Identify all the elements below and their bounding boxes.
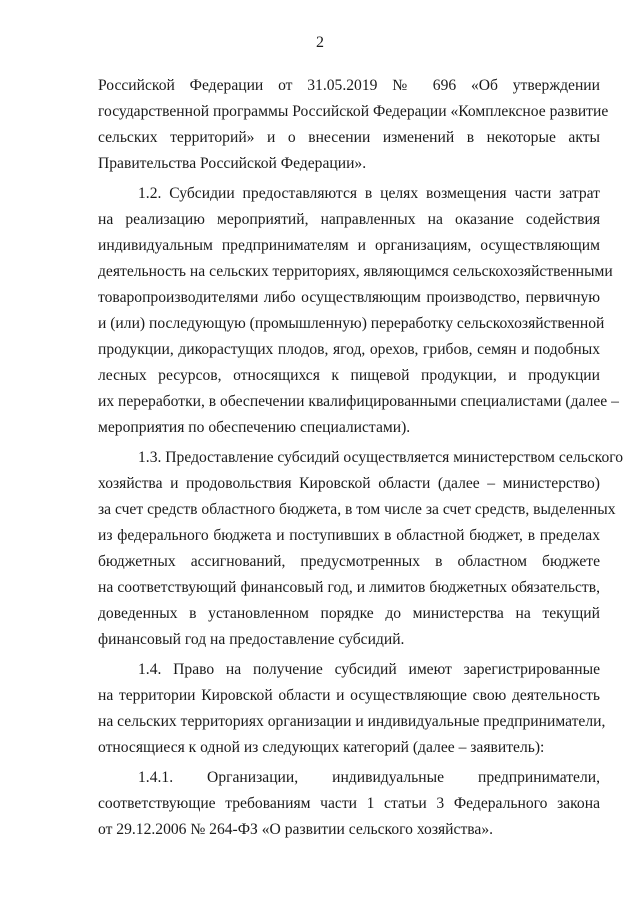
text-line: 1.3. Предоставление субсидий осуществляется министерством сельского bbox=[138, 449, 624, 466]
text-line: за счет средств областного бюджета, в том числе за счет средств, выделенных bbox=[98, 501, 616, 518]
text-line: относящиеся к одной из следующих категорий (далее – заявитель): bbox=[98, 739, 545, 756]
text-line: хозяйства и продовольствия Кировской области (далее – министерство) bbox=[98, 475, 600, 492]
text-line: соответствующие требованиям части 1 статьи 3 Федерального закона bbox=[98, 795, 600, 812]
text-line: государственной программы Российской Федерации «Комплексное развитие bbox=[98, 103, 609, 120]
document-body bbox=[98, 73, 624, 843]
text-line: деятельность на сельских территориях, являющимся сельскохозяйственными bbox=[98, 263, 613, 280]
text-line: 1.2. Субсидии предоставляются в целях возмещения части затрат bbox=[138, 185, 600, 202]
text-line: из федерального бюджета и поступивших в областной бюджет, в пределах bbox=[98, 527, 600, 544]
text-line: лесных ресурсов, относящихся к пищевой продукции, и продукции bbox=[98, 367, 600, 384]
paragraph-p0 bbox=[98, 73, 609, 177]
text-line: Российской Федерации от 31.05.2019 № 696 «Об утверждении bbox=[98, 77, 600, 94]
text-line: индивидуальным предпринимателям и организациям, осуществляющим bbox=[98, 237, 600, 254]
text-line: на реализацию мероприятий, направленных на оказание содействия bbox=[98, 211, 600, 228]
text-line: бюджетных ассигнований, предусмотренных в областном бюджете bbox=[98, 553, 600, 570]
text-line: их переработки, в обеспечении квалифицированными специалистами (далее – bbox=[98, 393, 619, 410]
text-line: товаропроизводителями либо осуществляющим производство, первичную bbox=[98, 289, 600, 306]
page-number: 2 bbox=[316, 34, 324, 51]
text-line: на сельских территориях организации и индивидуальные предприниматели, bbox=[98, 713, 606, 730]
text-line: продукции, дикорастущих плодов, ягод, орехов, грибов, семян и подобных bbox=[98, 341, 600, 358]
text-line: мероприятия по обеспечению специалистами). bbox=[98, 419, 411, 436]
paragraph-p3 bbox=[98, 657, 606, 761]
text-line: и (или) последующую (промышленную) переработку сельскохозяйственной bbox=[98, 315, 605, 332]
paragraph-p1 bbox=[98, 181, 619, 441]
text-line: 1.4.1. Организации, индивидуальные предприниматели, bbox=[138, 769, 600, 786]
text-line: от 29.12.2006 № 264-ФЗ «О развитии сельского хозяйства». bbox=[98, 821, 494, 838]
text-line: 1.4. Право на получение субсидий имеют зарегистрированные bbox=[138, 661, 600, 678]
text-line: Правительства Российской Федерации». bbox=[98, 155, 367, 172]
text-line: на соответствующий финансовый год, и лимитов бюджетных обязательств, bbox=[98, 579, 600, 596]
text-line: доведенных в установленном порядке до министерства на текущий bbox=[98, 605, 600, 622]
paragraph-p2 bbox=[98, 445, 624, 653]
text-line: на территории Кировской области и осуществляющие свою деятельность bbox=[98, 687, 600, 704]
text-line: финансовый год на предоставление субсидий. bbox=[98, 631, 405, 648]
paragraph-p4 bbox=[98, 765, 600, 843]
text-line: сельских территорий» и о внесении изменений в некоторые акты bbox=[98, 129, 600, 146]
